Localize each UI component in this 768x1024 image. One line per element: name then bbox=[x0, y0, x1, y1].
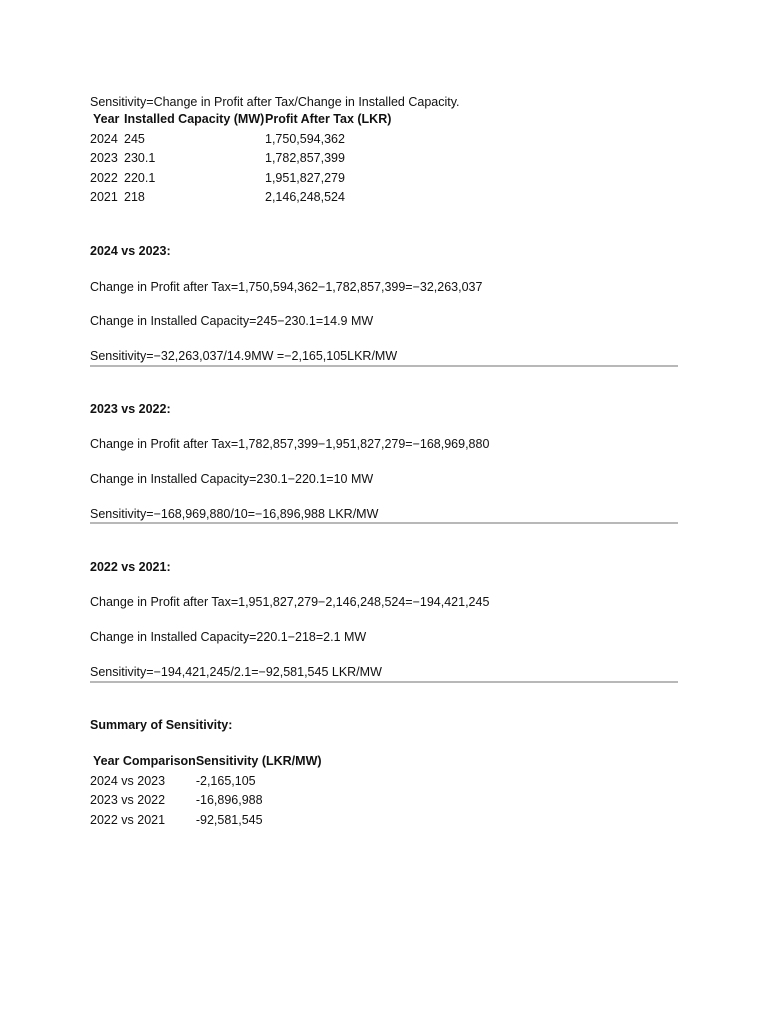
capacity-change-line: Change in Installed Capacity=230.1−220.1=10 MW bbox=[90, 472, 374, 486]
cell-year: 2024 bbox=[90, 131, 118, 146]
table-row bbox=[90, 772, 356, 792]
cell-capacity: 218 bbox=[124, 190, 145, 204]
table-row bbox=[90, 791, 356, 811]
header-year-comparison: Year Comparison bbox=[93, 754, 196, 768]
cell-profit: 1,782,857,399 bbox=[265, 151, 345, 165]
cell-profit: 1,951,827,279 bbox=[265, 170, 345, 185]
capacity-profit-table bbox=[90, 110, 465, 208]
horizontal-rule bbox=[90, 365, 678, 367]
table-header-row bbox=[90, 752, 356, 772]
cell-profit: 1,750,594,362 bbox=[265, 131, 345, 146]
section-heading-2023-vs-2022: 2023 vs 2022: bbox=[90, 402, 171, 416]
profit-change-line: Change in Profit after Tax=1,951,827,279−2,146,248,524=−194,421,245 bbox=[90, 595, 490, 609]
cell-capacity: 245 bbox=[124, 131, 145, 146]
cell-comparison: 2024 vs 2023 bbox=[90, 773, 166, 788]
horizontal-rule bbox=[90, 681, 678, 683]
capacity-change-line: Change in Installed Capacity=245−230.1=14.9 MW bbox=[90, 314, 374, 328]
cell-sensitivity: -16,896,988 bbox=[195, 793, 263, 807]
section-heading-2022-vs-2021: 2022 vs 2021: bbox=[90, 560, 171, 574]
sensitivity-line: Sensitivity=−32,263,037/14.9MW =−2,165,105LKR/MW bbox=[90, 349, 398, 363]
sensitivity-line: Sensitivity=−168,969,880/10=−16,896,988 LKR/MW bbox=[90, 507, 379, 521]
profit-change-line: Change in Profit after Tax=1,782,857,399−1,951,827,279=−168,969,880 bbox=[90, 437, 490, 451]
profit-change-line: Change in Profit after Tax=1,750,594,362−1,782,857,399=−32,263,037 bbox=[90, 280, 483, 294]
header-profit-after-tax: Profit After Tax (LKR) bbox=[265, 112, 392, 126]
cell-profit: 2,146,248,524 bbox=[265, 190, 345, 204]
cell-comparison: 2023 vs 2022 bbox=[90, 793, 166, 807]
table-row bbox=[90, 811, 356, 831]
table-row bbox=[90, 130, 465, 150]
header-installed-capacity: Installed Capacity (MW) bbox=[124, 112, 265, 126]
summary-heading: Summary of Sensitivity: bbox=[90, 718, 233, 732]
header-sensitivity: Sensitivity (LKR/MW) bbox=[195, 754, 322, 768]
cell-capacity: 230.1 bbox=[124, 151, 156, 165]
table-row bbox=[90, 188, 465, 208]
sensitivity-line: Sensitivity=−194,421,245/2.1=−92,581,545 LKR/MW bbox=[90, 665, 382, 679]
cell-year: 2023 bbox=[90, 151, 118, 165]
header-year: Year bbox=[93, 112, 120, 126]
cell-sensitivity: -92,581,545 bbox=[195, 812, 263, 827]
summary-table bbox=[90, 752, 356, 830]
sensitivity-formula: Sensitivity=Change in Profit after Tax/Change in Installed Capacity. bbox=[90, 95, 460, 109]
section-heading-2024-vs-2023: 2024 vs 2023: bbox=[90, 244, 171, 258]
cell-capacity: 220.1 bbox=[124, 170, 156, 185]
capacity-change-line: Change in Installed Capacity=220.1−218=2.1 MW bbox=[90, 630, 367, 644]
cell-year: 2022 bbox=[90, 170, 118, 185]
cell-comparison: 2022 vs 2021 bbox=[90, 812, 166, 827]
cell-sensitivity: -2,165,105 bbox=[195, 773, 256, 788]
horizontal-rule bbox=[90, 522, 678, 524]
table-row bbox=[90, 169, 465, 189]
cell-year: 2021 bbox=[90, 190, 118, 204]
table-header-row bbox=[90, 110, 465, 130]
table-row bbox=[90, 149, 465, 169]
